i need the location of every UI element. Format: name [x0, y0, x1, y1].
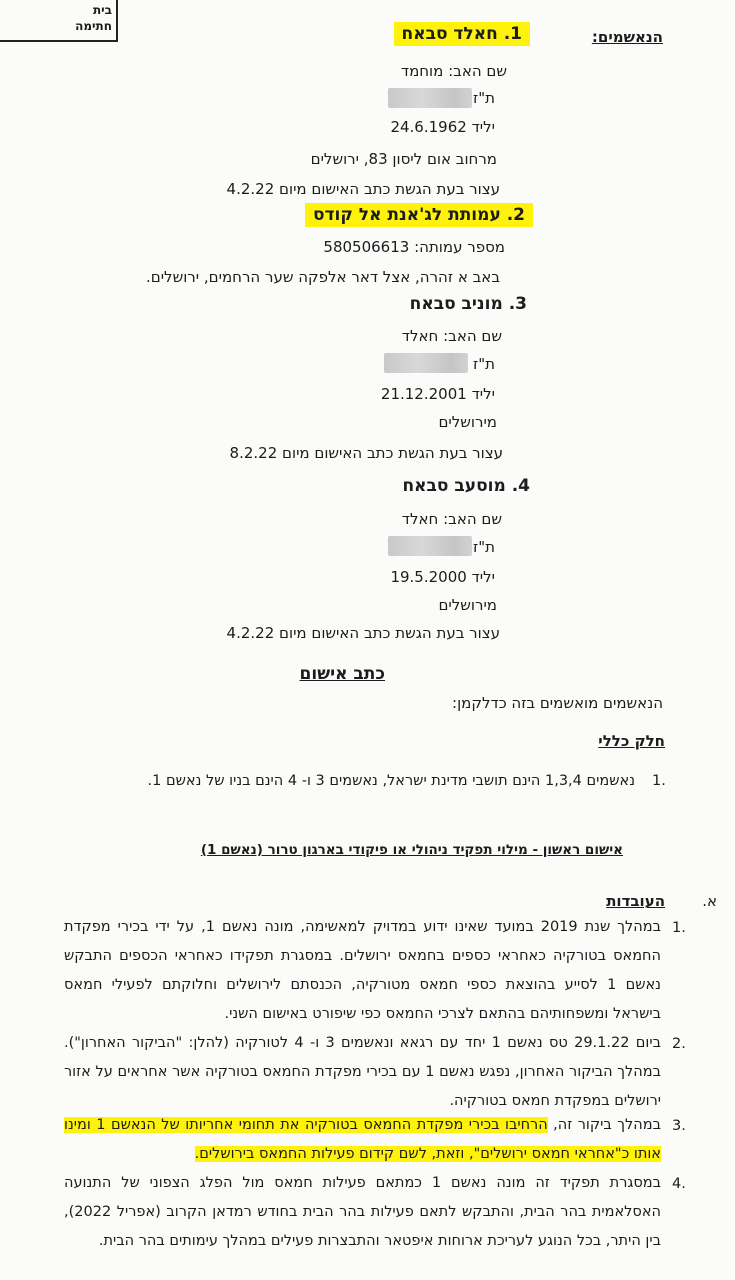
indictment-title: כתב אישום	[299, 664, 385, 684]
accused-3-father: שם האב: חאלד	[401, 327, 502, 345]
accused-3-number: 3.	[508, 294, 527, 314]
accused-4-name: מוסעב סבאח	[402, 476, 506, 496]
fact-3-text-plain: במהלך ביקור זה,	[547, 1117, 661, 1133]
accused-3-title	[410, 294, 527, 314]
accused-4-born: יליד 19.5.2000	[390, 568, 495, 586]
accused-2-number: 2.	[506, 205, 525, 225]
accused-1-number: 1.	[503, 24, 522, 44]
accused-4-title	[402, 476, 530, 496]
accused-3-name: מוניב סבאח	[409, 294, 503, 314]
accused-4-status: עצור בעת הגשת כתב האישום מיום 4.2.22	[226, 624, 500, 642]
accused-4-father: שם האב: חאלד	[401, 510, 502, 528]
general-item-text: נאשמים 1,3,4 הינם תושבי מדינת ישראל, נאשמים 3 ו- 4 הינם בניו של נאשם 1.	[147, 773, 635, 789]
facts-heading: העובדות	[606, 892, 665, 910]
accused-1-address: מרחוב אום ליסון 83, ירושלים	[310, 150, 497, 168]
general-item-number: 1.	[652, 773, 666, 789]
court-stamp	[0, 0, 118, 42]
accused-heading: הנאשמים:	[591, 28, 663, 46]
fact-3-text-highlighted: הרחיבו בכירי מפקדת החמאס בטורקיה את תחומי אחריותו של הנאשם 1 ומינו אותו כ"אחראי חמאס ירושלים", וזאת, לשם קידום פעילות החמאס בירושלים.	[64, 1117, 661, 1162]
accused-3-id-label: ת"ז	[473, 355, 495, 373]
accused-2-name: עמותת לג'אנת אל קודס	[312, 205, 501, 225]
accused-4-number: 4.	[511, 476, 530, 496]
accused-4-id-label: ת"ז	[473, 538, 495, 556]
fact-2-number: 2.	[672, 1036, 686, 1052]
accused-1-id-label: ת"ז	[473, 89, 495, 107]
accused-2-registration: מספר עמותה: 580506613	[323, 238, 505, 256]
stamp-line-2: חתימה	[75, 19, 112, 33]
accused-1-father: שם האב: מוחמד	[400, 62, 507, 80]
fact-1-text: במהלך שנת 2019 במועד שאינו ידוע במדויק למאשימה, מונה נאשם 1, על ידי בכירי מפקדת החמאס בטורקיה כאחראי כספים בחמאס ירושלים. במסגרת תפקידו כאחראי הכספים התבקש נאשם 1 לסייע בהוצאת כספי חמאס מטורקיה, הכנסתם לירושלים וחלוקתם לפעילי חמאס בישראל ומשפחותיהם בהתאם לצרכי החמאס כפי שיפורט באישום השני.	[64, 919, 661, 1022]
count-heading: אישום ראשון - מילוי תפקיד ניהולי או פיקודי בארגון טרור (נאשם 1)	[200, 842, 623, 858]
fact-2-text: ביום 29.1.22 טס נאשם 1 יחד עם רגאא ונאשמים 3 ו- 4 לטורקיה (להלן: "הביקור האחרון"). במהלך הביקור האחרון, נפגש נאשם 1 עם בכירי מפקדת החמאס בטורקיה אשר אחראים על אזור ירושלים במפקדת חמאס בטורקיה.	[64, 1035, 661, 1109]
accused-2-name-highlighted	[305, 203, 533, 227]
accused-3-status: עצור בעת הגשת כתב האישום מיום 8.2.22	[229, 444, 503, 462]
fact-1-number: 1.	[672, 920, 686, 936]
redacted-id-4	[388, 536, 472, 556]
general-heading: חלק כללי	[598, 732, 665, 750]
fact-3-number: 3.	[672, 1118, 686, 1134]
accused-1-name: חאלד סבאח	[401, 24, 498, 44]
redacted-id-1	[388, 88, 472, 108]
accused-1-status: עצור בעת הגשת כתב האישום מיום 4.2.22	[226, 180, 500, 198]
accused-2-address: באב א זהרה, אצל דאר אלפקה שער הרחמים, ירושלים.	[145, 268, 500, 286]
redacted-id-3	[384, 353, 468, 373]
fact-4-text: במסגרת תפקיד זה מונה נאשם 1 כמתאם פעילות חמאס מול הפלג הצפוני של התנועה האסלאמית בהר הבית, והתבקש לתאם פעילות בהר הבית בחודש רמדאן הקרוב (אפריל 2022), בין היתר, בכל הנוגע לעריכת ארוחות איפטאר והתבצרות פעילים במהלך עימותים בהר הבית.	[64, 1175, 661, 1249]
accused-1-born: יליד 24.6.1962	[390, 118, 495, 136]
accused-3-address: מירושלים	[438, 413, 497, 431]
intro-text: הנאשמים מואשמים בזה כדלקמן:	[452, 694, 663, 712]
accused-4-address: מירושלים	[438, 596, 497, 614]
accused-3-born: יליד 21.12.2001	[380, 385, 495, 403]
fact-4-number: 4.	[672, 1176, 686, 1192]
stamp-line-1: בית	[92, 3, 112, 17]
facts-letter: א.	[702, 892, 717, 910]
accused-1-name-highlighted	[394, 22, 530, 46]
fact-3-text	[64, 1111, 661, 1169]
